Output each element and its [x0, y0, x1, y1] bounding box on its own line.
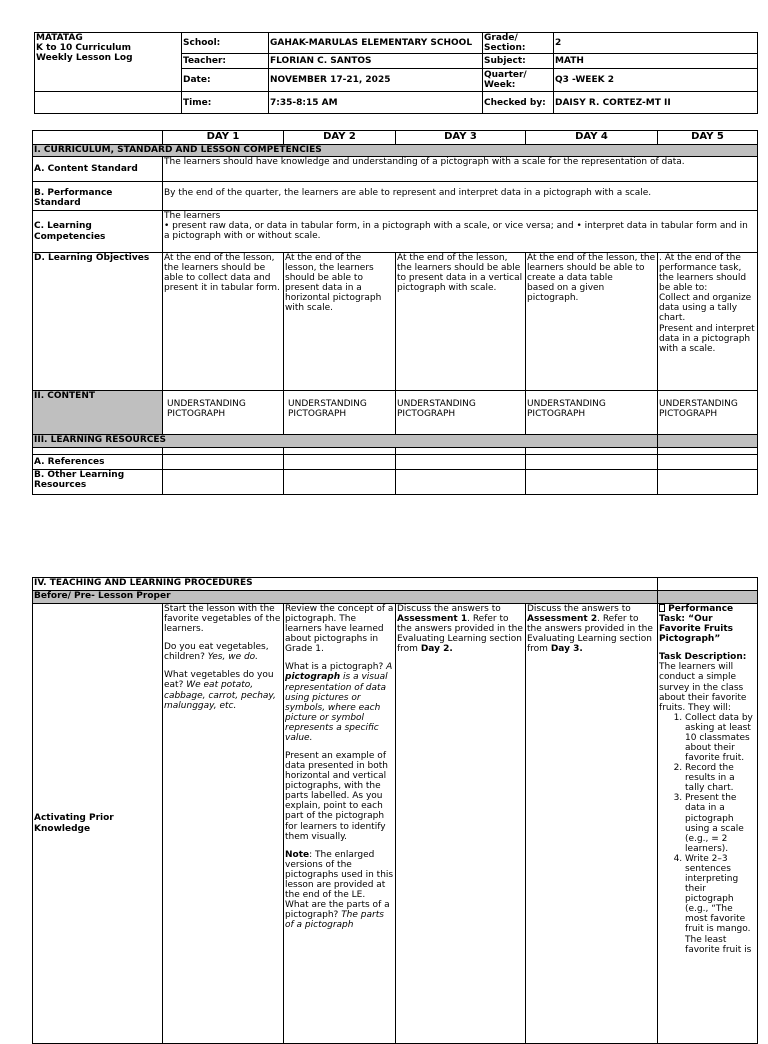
list-item: 1. Collect data by asking at least 10 classmates about their favorite fruit.: [685, 713, 756, 763]
teacher-label: Teacher:: [182, 54, 269, 69]
grade-label: Grade/ Section:: [483, 33, 554, 54]
day-header-1: DAY 1: [163, 131, 284, 145]
content-day-1: UNDERSTANDING PICTOGRAPH: [163, 391, 284, 435]
content-standard-text: The learners should have knowledge and understanding of a pictograph with a scale for the representation of data.: [163, 157, 758, 182]
activating-prior-knowledge-label: Activating Prior Knowledge: [33, 604, 163, 1044]
date-value: NOVEMBER 17-21, 2025: [269, 69, 483, 92]
checked-value: DAISY R. CORTEZ-MT II: [554, 92, 758, 114]
task-steps-list: [659, 713, 756, 955]
content-day-4: UNDERSTANDING PICTOGRAPH: [526, 391, 658, 435]
day-header-blank: [33, 131, 163, 145]
date-label: Date:: [182, 69, 269, 92]
competencies-text: The learners • present raw data, or data in tabular form, in a pictograph with a scale, or vice versa; and • interpret data in tabular form and in a pictograph with or without scale.: [163, 211, 758, 253]
list-item: 3. Present the data in a pictograph using a scale (e.g., = 2 learners).: [685, 793, 756, 853]
subject-value: MATH: [554, 54, 758, 69]
procedures-table: [32, 577, 758, 1044]
apk-day-4: Discuss the answers to Assessment 2. Refer to the answers provided in the Evaluating Learning section from Day 3.: [526, 604, 658, 1044]
objective-day-4: At the end of the lesson, the learners should be able to create a data table based on a given pictograph.: [526, 253, 658, 391]
section-1-title: I. CURRICULUM, STANDARD AND LESSON COMPETENCIES: [33, 145, 758, 157]
school-label: School:: [182, 33, 269, 54]
objective-day-1: At the end of the lesson, the learners should be able to collect data and present it in tabular form.: [163, 253, 284, 391]
objective-day-3: At the end of the lesson, the learners should be able to present data in a vertical pictograph with scale.: [396, 253, 526, 391]
school-value: GAHAK-MARULAS ELEMENTARY SCHOOL: [269, 33, 483, 54]
list-item: 4. Write 2–3 sentences interpreting their pictograph (e.g., “The most favorite fruit is mango. The least favorite fruit is: [685, 854, 756, 955]
time-value: 7:35-8:15 AM: [269, 92, 483, 114]
objective-day-5: . At the end of the performance task, the learners should be able to: Collect and organize data using a tally chart. Present and interpret data in a pictograph with a scale.: [658, 253, 758, 391]
competencies-label: C. Learning Competencies: [33, 211, 163, 253]
performance-standard-label: B. Performance Standard: [33, 182, 163, 211]
main-table: [32, 130, 758, 495]
apk-day-3: Discuss the answers to Assessment 1. Refer to the answers provided in the Evaluating Learning section from Day 2.: [396, 604, 526, 1044]
section-4-subtitle: Before/ Pre- Lesson Proper: [33, 591, 658, 604]
day-header-5: DAY 5: [658, 131, 758, 145]
day-header-2: DAY 2: [284, 131, 396, 145]
other-resources-label: B. Other Learning Resources: [33, 470, 163, 495]
grade-value: 2: [554, 33, 758, 54]
header-table: [34, 32, 758, 114]
blank-cell: [35, 92, 182, 114]
day-header-4: DAY 4: [526, 131, 658, 145]
references-label: A. References: [33, 455, 163, 470]
section-3-blank: [658, 435, 758, 448]
content-day-2: UNDERSTANDING PICTOGRAPH: [284, 391, 396, 435]
section-2-title: II. CONTENT: [33, 391, 163, 435]
day-header-3: DAY 3: [396, 131, 526, 145]
lesson-log-title: MATATAG K to 10 Curriculum Weekly Lesson Log: [35, 33, 182, 92]
section-3-title: III. LEARNING RESOURCES: [33, 435, 658, 448]
content-standard-label: A. Content Standard: [33, 157, 163, 182]
teacher-value: FLORIAN C. SANTOS: [269, 54, 483, 69]
objectives-label: D. Learning Objectives: [33, 253, 163, 391]
apk-day-1: Start the lesson with the favorite vegetables of the learners. Do you eat vegetables, children? Yes, we do. What vegetables do you eat? We eat potato, cabbage, carrot, pechay, malunggay, etc.: [163, 604, 284, 1044]
content-day-5: UNDERSTANDING PICTOGRAPH: [658, 391, 758, 435]
quarter-label: Quarter/ Week:: [483, 69, 554, 92]
apk-day-2: Review the concept of a pictograph. The learners have learned about pictographs in Grade 1. What is a pictograph? A pictograph is a visual representation of data using pictures or symbols, where each picture or symbol represents a specific value. Present an example of data presented in both horizontal and vertical pictographs, with the parts labelled. As you explain, point to each part of the pictograph for learners to identify them visually. Note: The enlarged versions of the pictographs used in this lesson are provided at the end of the LE. What are the parts of a pictograph? The parts of a pictograph: [284, 604, 396, 1044]
subject-label: Subject:: [483, 54, 554, 69]
section-4-title: IV. TEACHING AND LEARNING PROCEDURES: [33, 578, 658, 591]
checked-label: Checked by:: [483, 92, 554, 114]
content-day-3: UNDERSTANDING PICTOGRAPH: [396, 391, 526, 435]
apk-day-5: Performance Task: “Our Favorite Fruits Pictograph” Task Description: The learners will conduct a simple survey in the class about their favorite fruits. They will: 1. Collect data by asking at least 10 classmates about their favorite fruit. 2. Record the results in a tally chart. 3. Present the data in a pictograph using a scale (e.g., = 2 learners). 4. Write 2–3 sentences interpreting their pictograph (e.g., “The most favorite fruit is mango. The least favorite fruit is: [658, 604, 758, 1044]
performance-standard-text: By the end of the quarter, the learners are able to represent and interpret data in a pictograph with a scale.: [163, 182, 758, 211]
list-item: 2. Record the results in a tally chart.: [685, 763, 756, 793]
time-label: Time:: [182, 92, 269, 114]
objective-day-2: At the end of the lesson, the learners should be able to present data in a horizontal pictograph with scale.: [284, 253, 396, 391]
quarter-value: Q3 -WEEK 2: [554, 69, 758, 92]
